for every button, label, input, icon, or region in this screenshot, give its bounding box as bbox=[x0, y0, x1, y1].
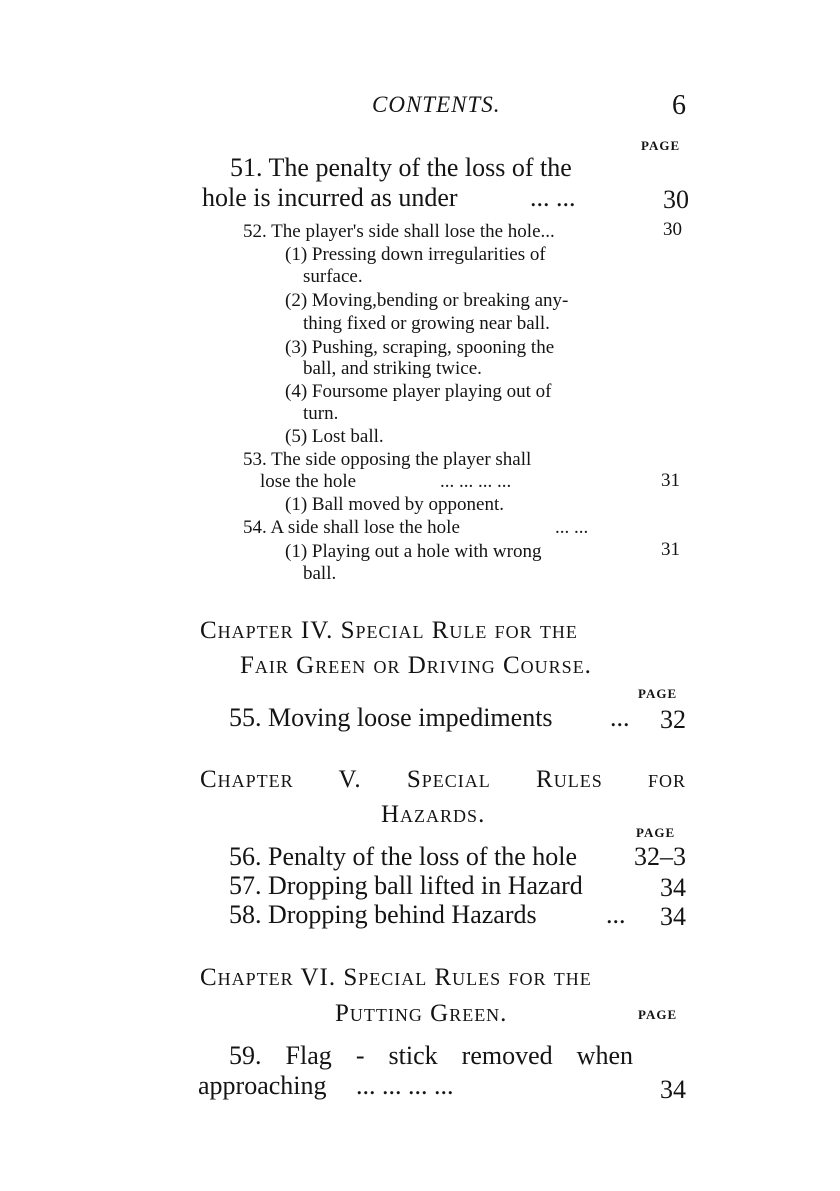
rule-53-line1: 53. The side opposing the player shall bbox=[243, 449, 532, 470]
rule-59-line2: approaching bbox=[198, 1071, 327, 1100]
rule-55-dots: ... bbox=[610, 703, 630, 732]
rule-52-page: 30 bbox=[663, 219, 682, 240]
rule-55: 55. Moving loose impediments bbox=[229, 703, 553, 732]
page-column-label: PAGE bbox=[636, 825, 676, 840]
page-column-label: PAGE bbox=[641, 138, 681, 153]
rule-51-dots: ... ... bbox=[530, 183, 576, 212]
rule-54-page: 31 bbox=[661, 539, 680, 560]
rule-55-page: 32 bbox=[660, 705, 686, 734]
rule-54-line1: 54. A side shall lose the hole bbox=[243, 517, 460, 538]
rule-58: 58. Dropping behind Hazards bbox=[229, 900, 537, 929]
rule-59-line1: 59. Flag - stick removed when bbox=[229, 1041, 633, 1070]
rule-52-item: ball, and striking twice. bbox=[303, 358, 482, 379]
rule-57-page: 34 bbox=[660, 873, 686, 902]
rule-52-item: thing fixed or growing near ball. bbox=[303, 313, 550, 334]
rule-52-item: (1) Pressing down irregularities of bbox=[285, 244, 546, 265]
rule-58-dots: ... bbox=[606, 900, 626, 929]
rule-54-dots: ... ... bbox=[555, 517, 589, 538]
chapter-4-heading-line2: Fair Green or Driving Course. bbox=[240, 652, 592, 679]
rule-58-page: 34 bbox=[660, 902, 686, 931]
rule-52-item: (5) Lost ball. bbox=[285, 426, 384, 447]
rule-52-title: 52. The player's side shall lose the hole... bbox=[243, 221, 555, 242]
page-column-label: PAGE bbox=[638, 686, 678, 701]
rule-53-dots: ... ... ... ... bbox=[440, 471, 512, 492]
chapter-6-heading-line2: Putting Green. bbox=[335, 1000, 508, 1027]
chapter-6-heading: Chapter VI. Special Rules for the bbox=[200, 964, 592, 991]
chapter-5-heading: Chapter V. Special Rules for bbox=[200, 766, 686, 793]
rule-54-item: ball. bbox=[303, 563, 337, 584]
chapter-4-heading: Chapter IV. Special Rule for the bbox=[200, 617, 578, 644]
rule-54-item: (1) Playing out a hole with wrong bbox=[285, 541, 542, 562]
rule-52-item: (4) Foursome player playing out of bbox=[285, 381, 552, 402]
chapter-5-heading-line2: Hazards. bbox=[381, 801, 486, 828]
rule-52-item: (3) Pushing, scraping, spooning the bbox=[285, 337, 555, 358]
rule-56-page: 32–3 bbox=[634, 842, 686, 871]
page-number: 6 bbox=[672, 90, 686, 121]
page-column-label: PAGE bbox=[638, 1007, 678, 1022]
rule-52-item: surface. bbox=[303, 266, 363, 287]
rule-53-item: (1) Ball moved by opponent. bbox=[285, 494, 504, 515]
rule-53-page: 31 bbox=[661, 470, 680, 491]
rule-52-item: (2) Moving,bending or breaking any- bbox=[285, 290, 569, 311]
rule-51-line1: 51. The penalty of the loss of the bbox=[230, 153, 572, 182]
rule-59-page: 34 bbox=[660, 1075, 686, 1104]
page-header-title: CONTENTS. bbox=[372, 92, 501, 117]
rule-53-line2: lose the hole bbox=[260, 471, 357, 492]
rule-59-dots: ... ... ... ... bbox=[356, 1071, 454, 1100]
rule-52-item: turn. bbox=[303, 403, 339, 424]
rule-51-line2: hole is incurred as under bbox=[202, 183, 458, 212]
rule-57: 57. Dropping ball lifted in Hazard bbox=[229, 871, 583, 900]
rule-51-page: 30 bbox=[663, 185, 689, 214]
rule-56: 56. Penalty of the loss of the hole bbox=[229, 842, 578, 871]
